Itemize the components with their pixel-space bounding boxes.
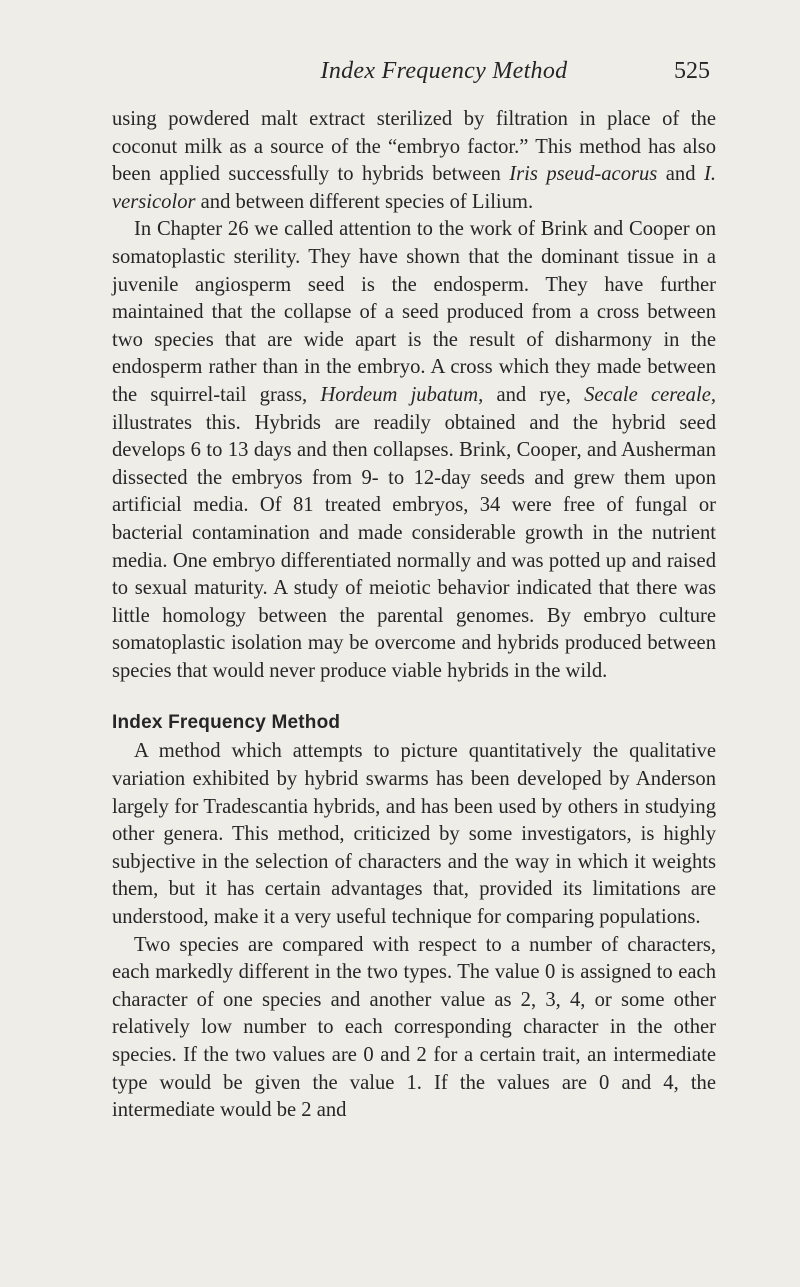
paragraph-1	[112, 106, 716, 216]
text-run: using powdered malt extract sterilized by filtration in place of the coconut milk as a source of the “embryo factor.” This method has also been applied successfully to hybrids between	[112, 108, 716, 186]
page-number: 525	[674, 58, 710, 84]
text-run: and	[657, 163, 704, 186]
section-heading: Index Frequency Method	[112, 712, 341, 734]
species-name: I. versicolor	[112, 163, 716, 213]
text-run: and rye,	[483, 383, 585, 406]
paragraph-3: A method which attempts to picture quantitatively the qualitative variation exhibited by hybrid swarms has been developed by Anderson largely for Tradescantia hybrids, and has been used by others in studying other genera. This method, criticized by some investigators, is highly subjective in the selection of characters and the way in which it weights them, but it has certain advantages that, provided its limitations are understood, make it a very useful technique for comparing populations.	[112, 740, 716, 929]
text-run: and between different species of Lilium.	[195, 190, 534, 213]
species-name: Iris pseud-acorus	[509, 163, 658, 186]
running-head	[112, 58, 716, 98]
text-run: illustrates this. Hybrids are readily obtained and the hybrid seed develops 6 to 13 days and then collapses. Brink, Cooper, and Ausherman dissected the embryos from 9- to 12-day seeds and grew them upon artificial media. Of 81 treated embryos, 34 were free of fungal or bacterial contamination and made considerable growth in the nutrient media. One embryo differentiated normally and was potted up and raised to sexual maturity. A study of meiotic behavior indicated that there was little homology between the parental genomes. By embryo culture somatoplastic isolation may be overcome and hybrids produced between species that would never produce viable hybrids in the wild.	[112, 411, 716, 682]
body-text	[112, 106, 716, 1125]
paragraph-4: Two species are compared with respect to a number of characters, each markedly different in the two types. The value 0 is assigned to each character of one species and another value as 2, 3, 4, or some other relatively low number to each corresponding character in the other species. If the two values are 0 and 2 for a certain trait, an intermediate type would be given the value 1. If the values are 0 and 4, the intermediate would be 2 and	[112, 933, 716, 1122]
text-run: In Chapter 26 we called attention to the work of Brink and Cooper on somatoplastic sterility. They have shown that the dominant tissue in a juvenile angiosperm seed is the endosperm. They have further maintained that the collapse of a seed produced from a cross between two species that are wide apart is the result of disharmony in the endosperm rather than in the embryo. A cross which they made between the squirrel-tail grass,	[112, 218, 716, 406]
running-title: Index Frequency Method	[320, 58, 568, 84]
paragraph-2	[112, 216, 716, 685]
species-name: Hordeum jubatum,	[320, 383, 484, 406]
species-name: Secale cereale,	[584, 383, 716, 406]
